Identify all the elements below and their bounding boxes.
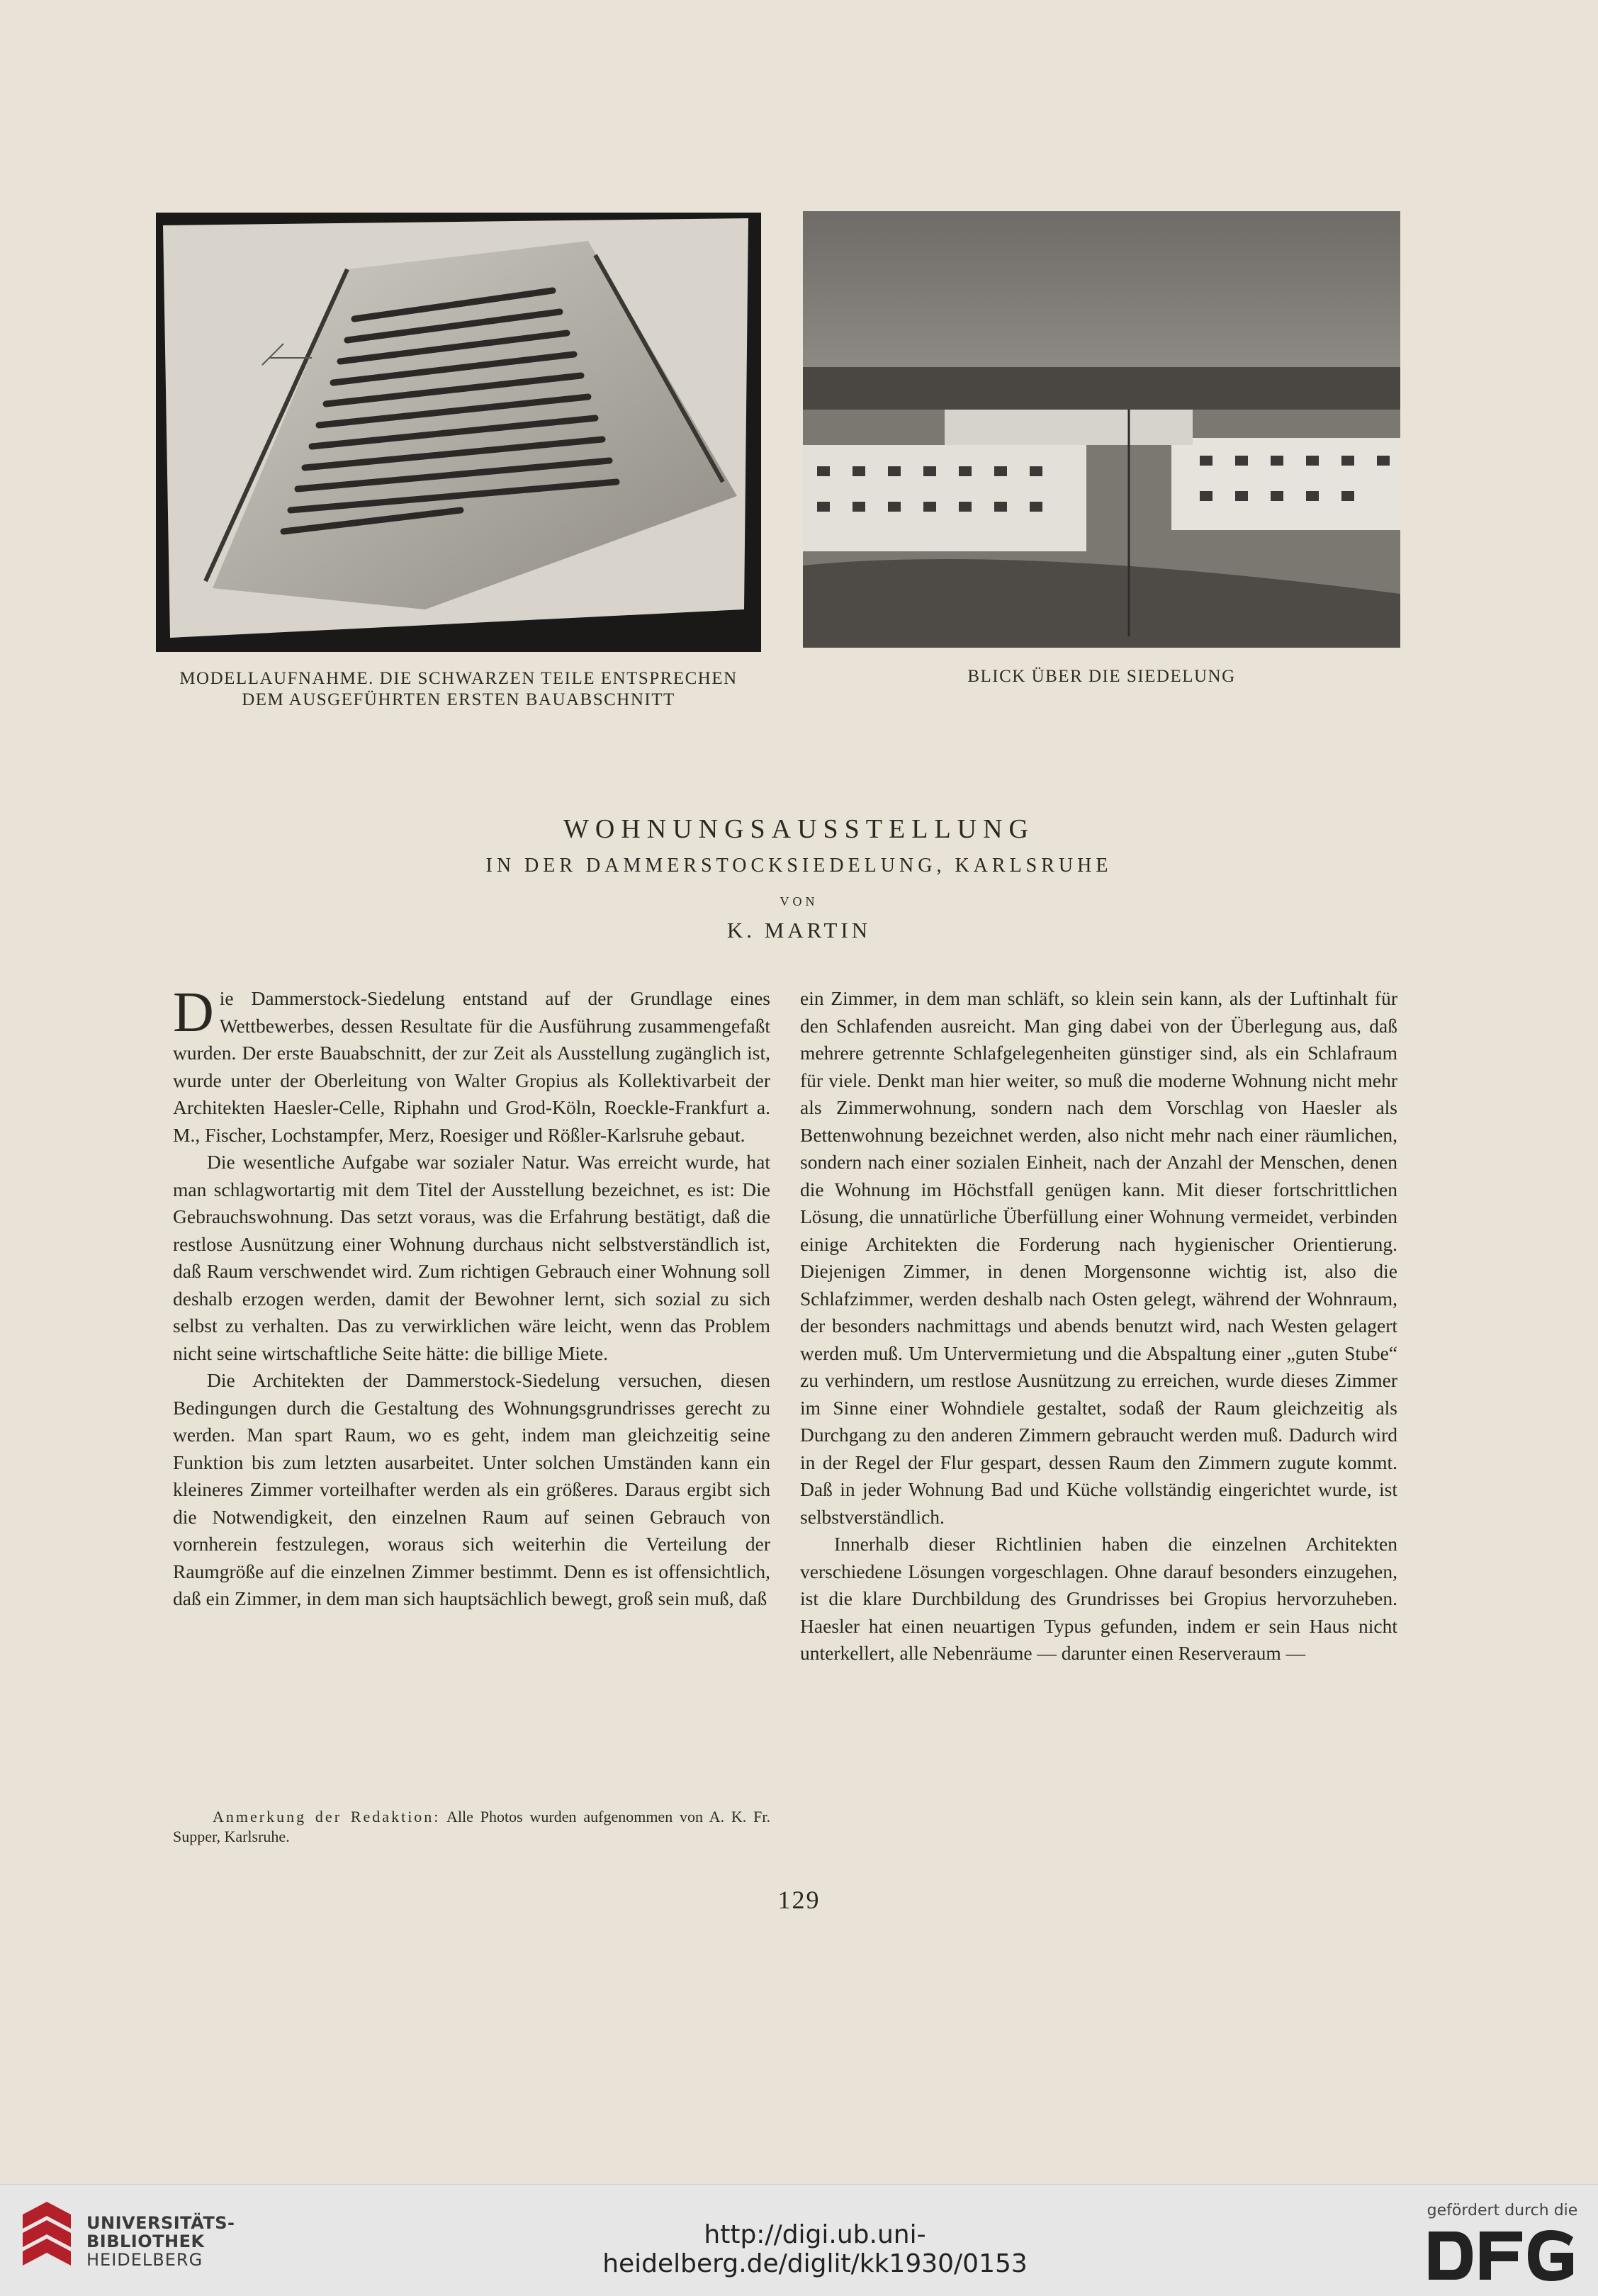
paragraph: ein Zimmer, in dem man schläft, so klein sein kann, als der Luftinhalt für den Schlafenden ausreicht. Man ging dabei von der Überlegung aus, daß mehrere getrennte Schlafgelegenheiten günstiger sind, als ein Schlafraum für viele. Denkt man hier weiter, so muß die moderne Wohnung nicht mehr als Zimmerwohnung, sondern nach dem Vorschlag von Haesler als Bettenwohnung bezeichnet werden, also nicht mehr nach einer räumlichen, sondern nach einer sozialen Einheit, nach der Anzahl der Menschen, denen die Wohnung im Höchstfall genügen kann. Mit dieser fortschrittlichen Lösung, die unnatürliche Überfüllung einer Wohnung vermeidet, verbinden einige Architekten die Forderung nach hygienischer Orientierung. Diejenigen Zimmer, in denen Morgensonne wichtig ist, also die Schlafzimmer, werden deshalb nach Osten gelegt, während der Wohnraum, der besonders nachmittags und abends benutzt wird, nach Westen gelagert werden muß. Um Untervermietung und die Abspaltung einer „guten Stube“ zu verhindern, um restlose Ausnützung zu erreichen, wurde dieses Zimmer im Sinne einer Wohndiele gestaltet, sodaß der Raum gleichzeitig als Durchgang zu den anderen Zimmern gebraucht werden muß. Dadurch wird in der Regel der Flur gespart, dessen Raum den Zimmern zugute kommt. Daß in jeder Wohnung Bad und Küche vollständig eingerichtet wurde, ist selbstverständlich. (800, 987, 1397, 1528)
library-name-line3: HEIDELBERG (86, 2250, 203, 2270)
sponsor-label: gefördert durch die (1427, 2202, 1578, 2219)
article-title: WOHNUNGSAUSSTELLUNG (563, 814, 1035, 844)
siedelung-view-photo (803, 211, 1400, 648)
siedelung-view-photo-image (803, 211, 1400, 648)
text-column-right (800, 985, 1397, 1667)
text-column-left (173, 981, 770, 1613)
article-subtitle: IN DER DAMMERSTOCKSIEDELUNG, KARLSRUHE (485, 855, 1113, 877)
article-author: K. MARTIN (726, 918, 872, 942)
library-name-line1: UNIVERSITÄTS- (86, 2213, 235, 2233)
view-photo-caption: BLICK ÜBER DIE SIEDELUNG (967, 667, 1236, 686)
model-photo (156, 213, 761, 652)
footnote-label: Anmerkung der Redaktion: (213, 1808, 441, 1825)
paragraph: Innerhalb dieser Richtlinien haben die einzelnen Architekten verschiedene Lösungen vorgeschlagen. Ohne darauf besonders einzugehen, ist die klare Durchbildung des Grundrisses bei Gropius hervorzuheben. Haesler hat einen neuartigen Typus gefunden, indem er sein Haus nicht unterkellert, alle Nebenräume — darunter einen Reserveraum — (800, 1533, 1397, 1664)
page-number: 129 (777, 1886, 821, 1914)
paragraph-text: ie Dammerstock-Siedelung entstand auf der Grundlage eines Wettbewerbes, dessen Resultate für die Ausführung zusammengefaßt wurden. Der erste Bauabschnitt, der zur Zeit als Ausstellung zugänglich ist, wurde unter der Oberleitung von Walter Gropius als Kollektivarbeit der Architekten Haesler-Celle, Riphahn und Grod-Köln, Roeckle-Frankfurt a. M., Fischer, Lochstampfer, Merz, Roesiger und Rößler-Karlsruhe gebaut. (173, 987, 770, 1146)
model-photo-caption (142, 668, 775, 711)
library-name-line2: BIBLIOTHEK (86, 2232, 205, 2251)
digitization-footer (0, 2184, 1598, 2296)
model-caption-line1: MODELLAUFNAHME. DIE SCHWARZEN TEILE ENTSPRECHEN (179, 669, 738, 688)
model-caption-line2: DEM AUSGEFÜHRTEN ERSTEN BAUABSCHNITT (242, 690, 675, 709)
editorial-footnote (173, 1807, 770, 1847)
paragraph: Die Architekten der Dammerstock-Siedelung versuchen, diesen Bedingungen durch die Gestaltung des Wohnungsgrundrisses gerecht zu werden. Man spart Raum, wo es geht, indem man gleichzeitig seine Funktion bis zum letzten ausarbeitet. Unter solchen Umständen kann ein kleineres Zimmer vorteilhafter werden als ein größeres. Daraus ergibt sich die Notwendigkeit, den einzelnen Raum auf seinen Gebrauch von vornherein festzulegen, woraus sich weiterhin die Verteilung der Raumgröße auf die einzelnen Zimmer bestimmt. Denn es ist offensichtlich, daß ein Zimmer, in dem man sich hauptsächlich bewegt, groß sein muß, daß (173, 1369, 770, 1609)
permalink-url[interactable]: http://digi.ub.uni-heidelberg.de/diglit/kk1930/0153 (602, 2220, 1028, 2278)
model-photo-image (156, 213, 761, 652)
paragraph (173, 981, 770, 1149)
drop-cap: D (173, 981, 214, 1044)
dfg-logo-icon[interactable] (1426, 2229, 1576, 2283)
paragraph: Die wesentliche Aufgabe war sozialer Natur. Was erreicht wurde, hat man schlagwortartig mit dem Titel der Ausstellung bezeichnet, es ist: Die Gebrauchswohnung. Das setzt voraus, was die Erfahrung bestätigt, daß die restlose Ausnützung einer Wohnung durchaus nicht selbstverständlich ist, daß Raum verschwendet wird. Zum richtigen Gebrauch einer Wohnung soll deshalb erzogen werden, damit der Bewohner lernt, sich sozial zu sich selbst zu verhalten. Das zu verwirklichen wäre leicht, wenn das Problem nicht seine wirtschaftliche Seite hätte: die billige Miete. (173, 1151, 770, 1364)
article-von: VON (780, 894, 818, 908)
ub-heidelberg-logo-icon[interactable] (16, 2200, 78, 2274)
footnote-text: Alle Photos wurden aufgenommen von A. K. Fr. Supper, Karlsruhe. (173, 1808, 770, 1845)
